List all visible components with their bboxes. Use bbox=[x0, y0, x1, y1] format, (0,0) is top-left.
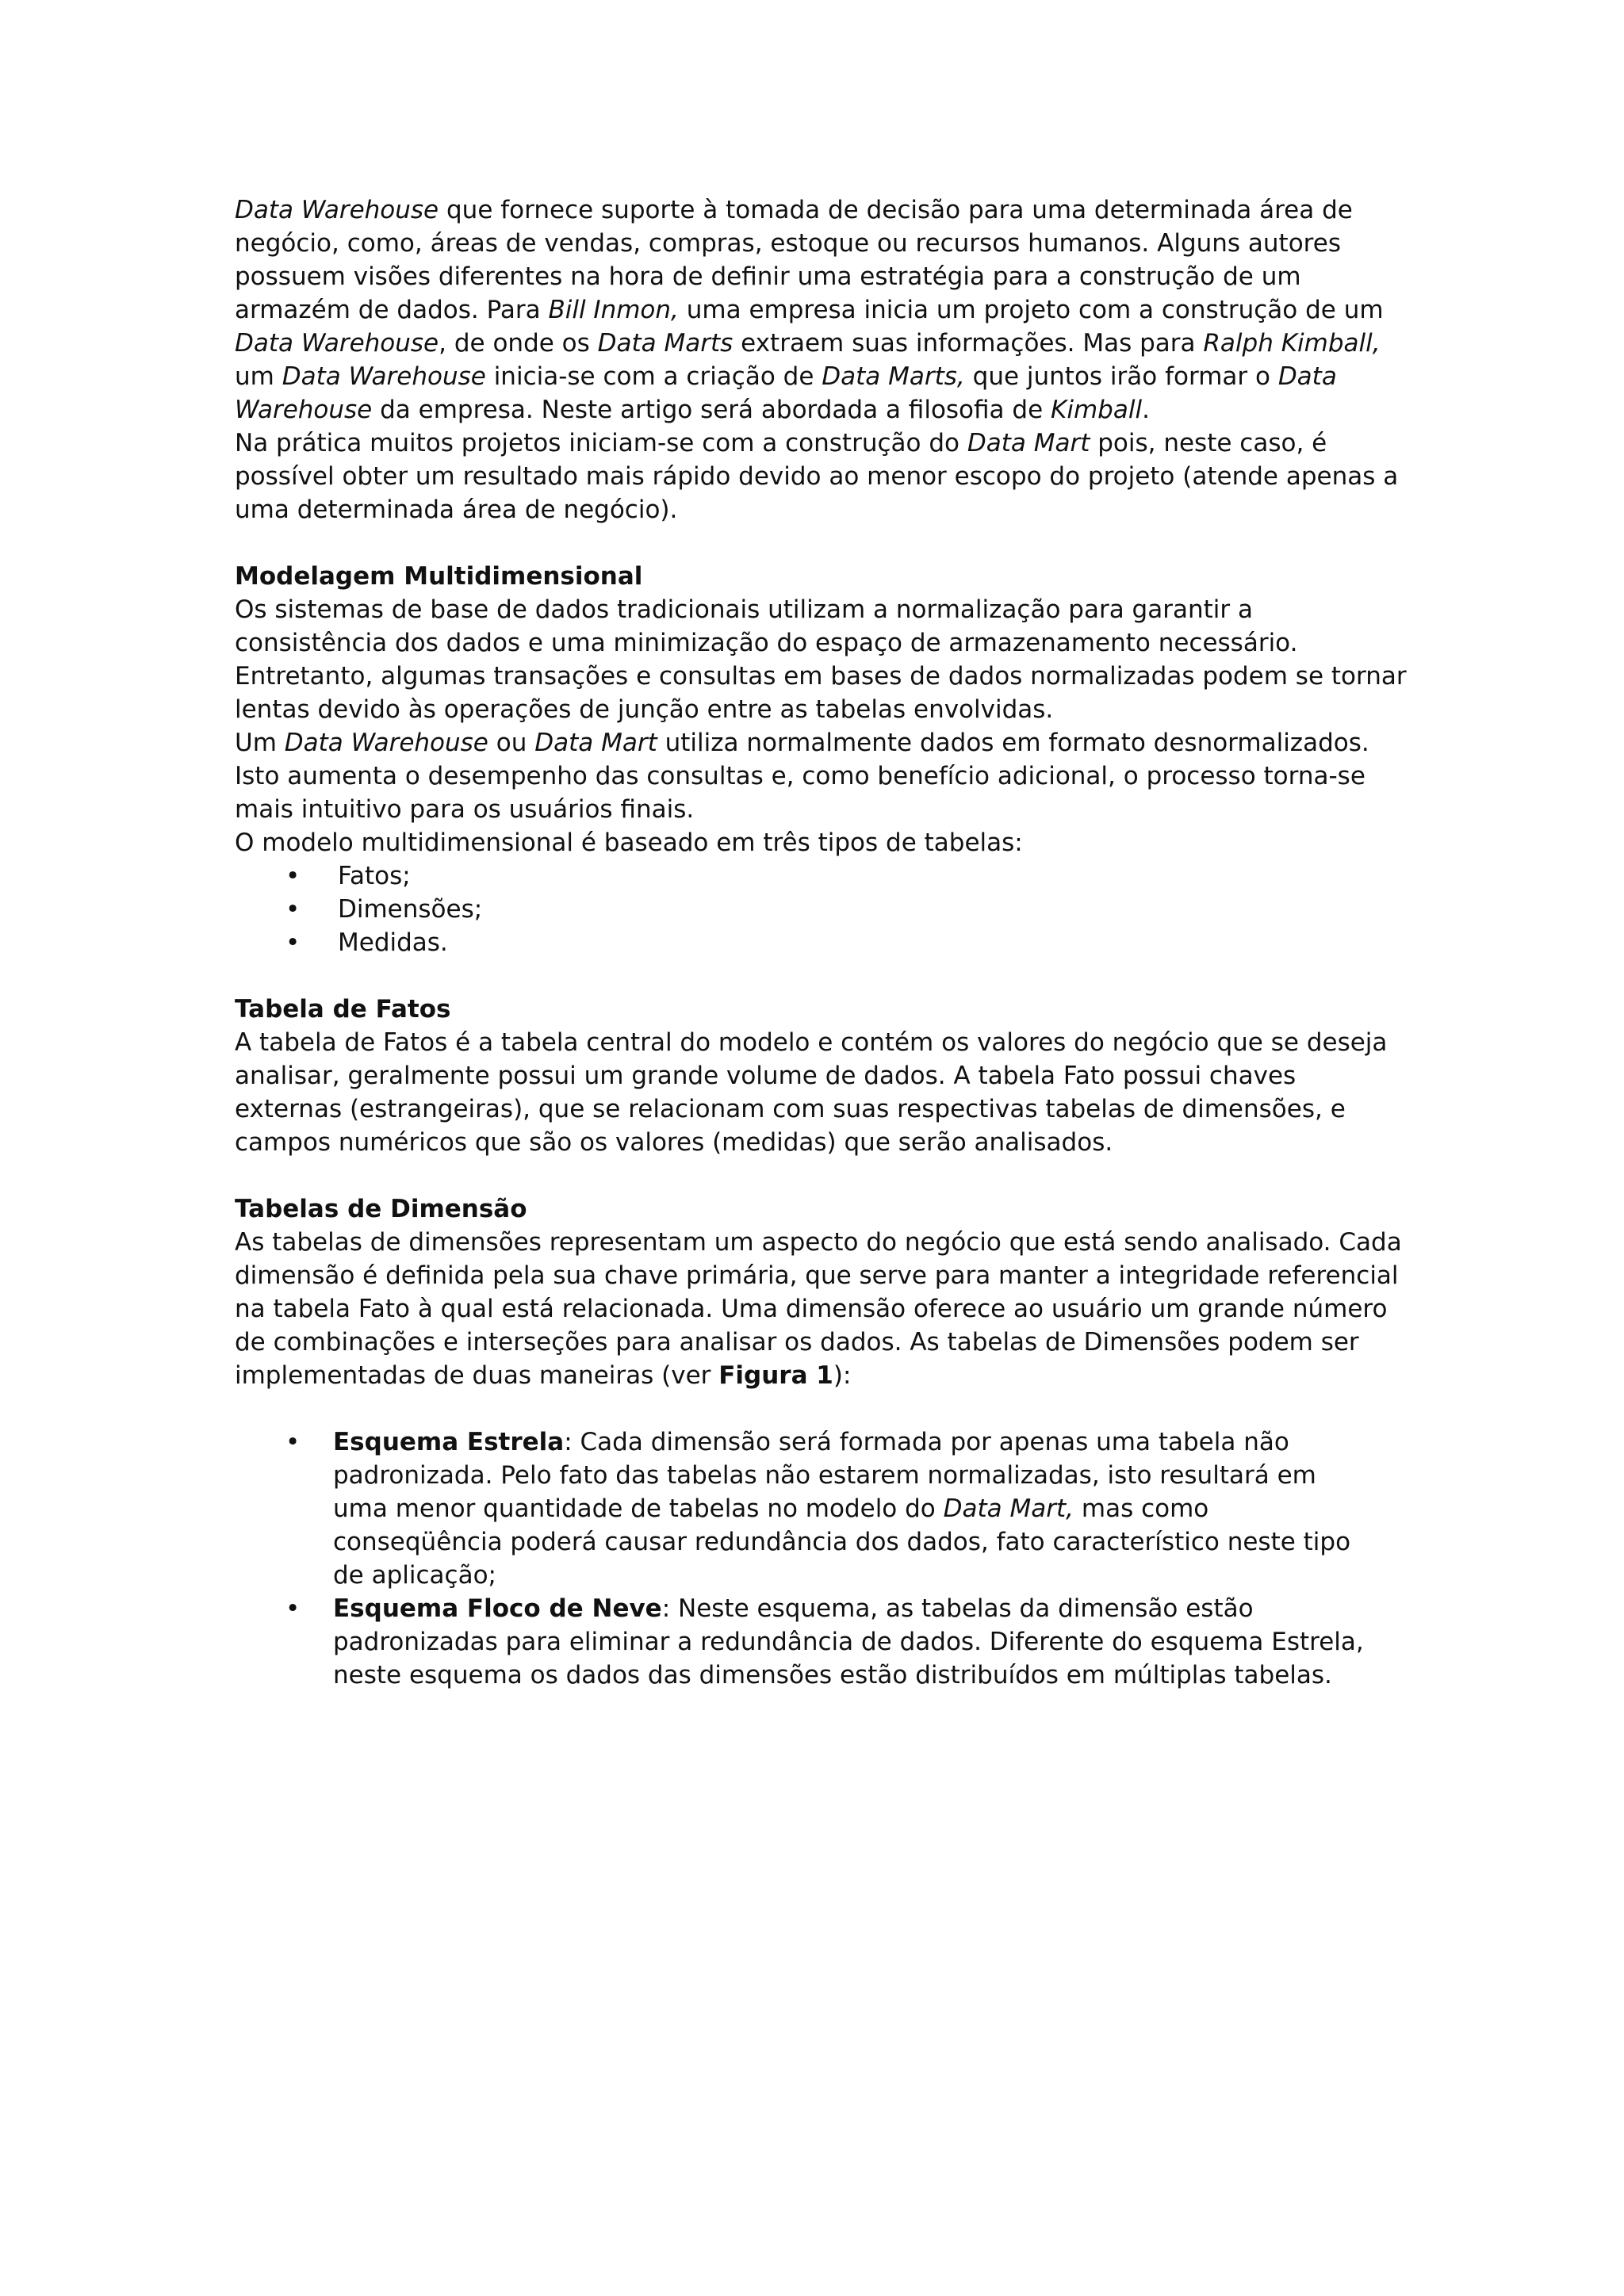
term: Data Warehouse bbox=[235, 362, 1337, 424]
author-name: Ralph Kimball, bbox=[1203, 329, 1381, 358]
author-name: Kimball bbox=[1051, 396, 1143, 424]
spacer bbox=[235, 526, 1408, 560]
spacer bbox=[235, 959, 1408, 993]
schema-title: Esquema Estrela bbox=[333, 1428, 565, 1456]
schema-title: Esquema Floco de Neve bbox=[333, 1594, 662, 1623]
fatos-paragraph: A tabela de Fatos é a tabela central do modelo e contém os valores do negócio que se deseja analisar, geralmente possui um grande volume de dados. A tabela Fato possui chaves externas (estrangeiras), que se relacionam com suas respectivas tabelas de dimensões, e campos numéricos que são os valores (medidas) que serão analisados. bbox=[235, 1028, 1388, 1157]
spacer bbox=[235, 1159, 1408, 1192]
list-item: • Medidas. bbox=[235, 926, 1408, 959]
spacer bbox=[235, 1392, 1408, 1425]
term: Data Marts, bbox=[822, 362, 965, 391]
schema-list bbox=[235, 1425, 1377, 1692]
multidim-paragraph-4: O modelo multidimensional é baseado em três tipos de tabelas: bbox=[235, 828, 1023, 857]
table-types-list bbox=[235, 859, 1408, 959]
list-item-estrela: • Esquema Estrela: Cada dimensão será formada por apenas uma tabela não padronizada. Pelo fato das tabelas não estarem normalizadas, isto resultará em uma menor quantidade de tabelas no modelo do Data Mart, mas como conseqüência poderá causar redundância dos dados, fato característico neste tipo de aplicação; bbox=[235, 1425, 1377, 1592]
term: Data Mart bbox=[967, 429, 1090, 457]
intro-paragraph: Data Warehouse que fornece suporte à tomada de decisão para uma determinada área de negócio, como, áreas de vendas, compras, estoque ou recursos humanos. Alguns autores possuem visões diferentes na hora de definir uma estratégia para a construção de um armazém de dados. Para Bill Inmon, uma empresa inicia um projeto com a construção de um Data Warehouse, de onde os Data Marts extraem suas informações. Mas para Ralph Kimball, um Data Warehouse inicia-se com a criação de Data Marts, que juntos irão formar o Data Warehouse da empresa. Neste artigo será abordada a filosofia de Kimball. bbox=[235, 196, 1384, 424]
list-item: • Dimensões; bbox=[235, 893, 1408, 926]
multidim-paragraph-1: Os sistemas de base de dados tradicionais utilizam a normalização para garantir a consistência dos dados e uma minimização do espaço de armazenamento necessário. bbox=[235, 595, 1298, 657]
dimensao-paragraph: As tabelas de dimensões representam um aspecto do negócio que está sendo analisado. Cada dimensão é definida pela sua chave primária, que serve para manter a integridade referencial na tabela Fato à qual está relacionada. Uma dimensão oferece ao usuário um grande número de combinações e interseções para analisar os dados. As tabelas de Dimensões podem ser implementadas de duas maneiras (ver Figura 1): bbox=[235, 1228, 1402, 1390]
section-heading-multidimensional: Modelagem Multidimensional bbox=[235, 562, 643, 591]
term: Data Warehouse bbox=[235, 329, 439, 358]
document-page bbox=[235, 193, 1408, 1692]
author-name: Bill Inmon, bbox=[548, 296, 679, 324]
section-heading-dimensao: Tabelas de Dimensão bbox=[235, 1195, 527, 1223]
list-item-floco: • Esquema Floco de Neve: Neste esquema, as tabelas da dimensão estão padronizadas para eliminar a redundância de dados. Diferente do esquema Estrela, neste esquema os dados das dimensões estão distribuídos em múltiplas tabelas. bbox=[235, 1592, 1377, 1692]
term: Data Mart, bbox=[943, 1494, 1074, 1523]
section-heading-fatos: Tabela de Fatos bbox=[235, 995, 451, 1024]
term: Data Mart bbox=[534, 729, 657, 757]
term: Data Warehouse bbox=[235, 196, 439, 224]
term: Data Warehouse bbox=[284, 729, 488, 757]
figure-reference: Figura 1 bbox=[718, 1361, 833, 1390]
practice-paragraph: Na prática muitos projetos iniciam-se com a construção do Data Mart pois, neste caso, é possível obter um resultado mais rápido devido ao menor escopo do projeto (atende apenas a uma determinada área de negócio). bbox=[235, 429, 1399, 524]
term: Data Marts bbox=[597, 329, 733, 358]
term: Data Warehouse bbox=[282, 362, 486, 391]
multidim-paragraph-2: Entretanto, algumas transações e consultas em bases de dados normalizadas podem se tornar lentas devido às operações de junção entre as tabelas envolvidas. bbox=[235, 662, 1407, 724]
multidim-paragraph-3: Um Data Warehouse ou Data Mart utiliza normalmente dados em formato desnormalizados. Isto aumenta o desempenho das consultas e, como benefício adicional, o processo torna-se mais intuitivo para os usuários finais. bbox=[235, 729, 1369, 824]
list-item: • Fatos; bbox=[235, 859, 1408, 893]
